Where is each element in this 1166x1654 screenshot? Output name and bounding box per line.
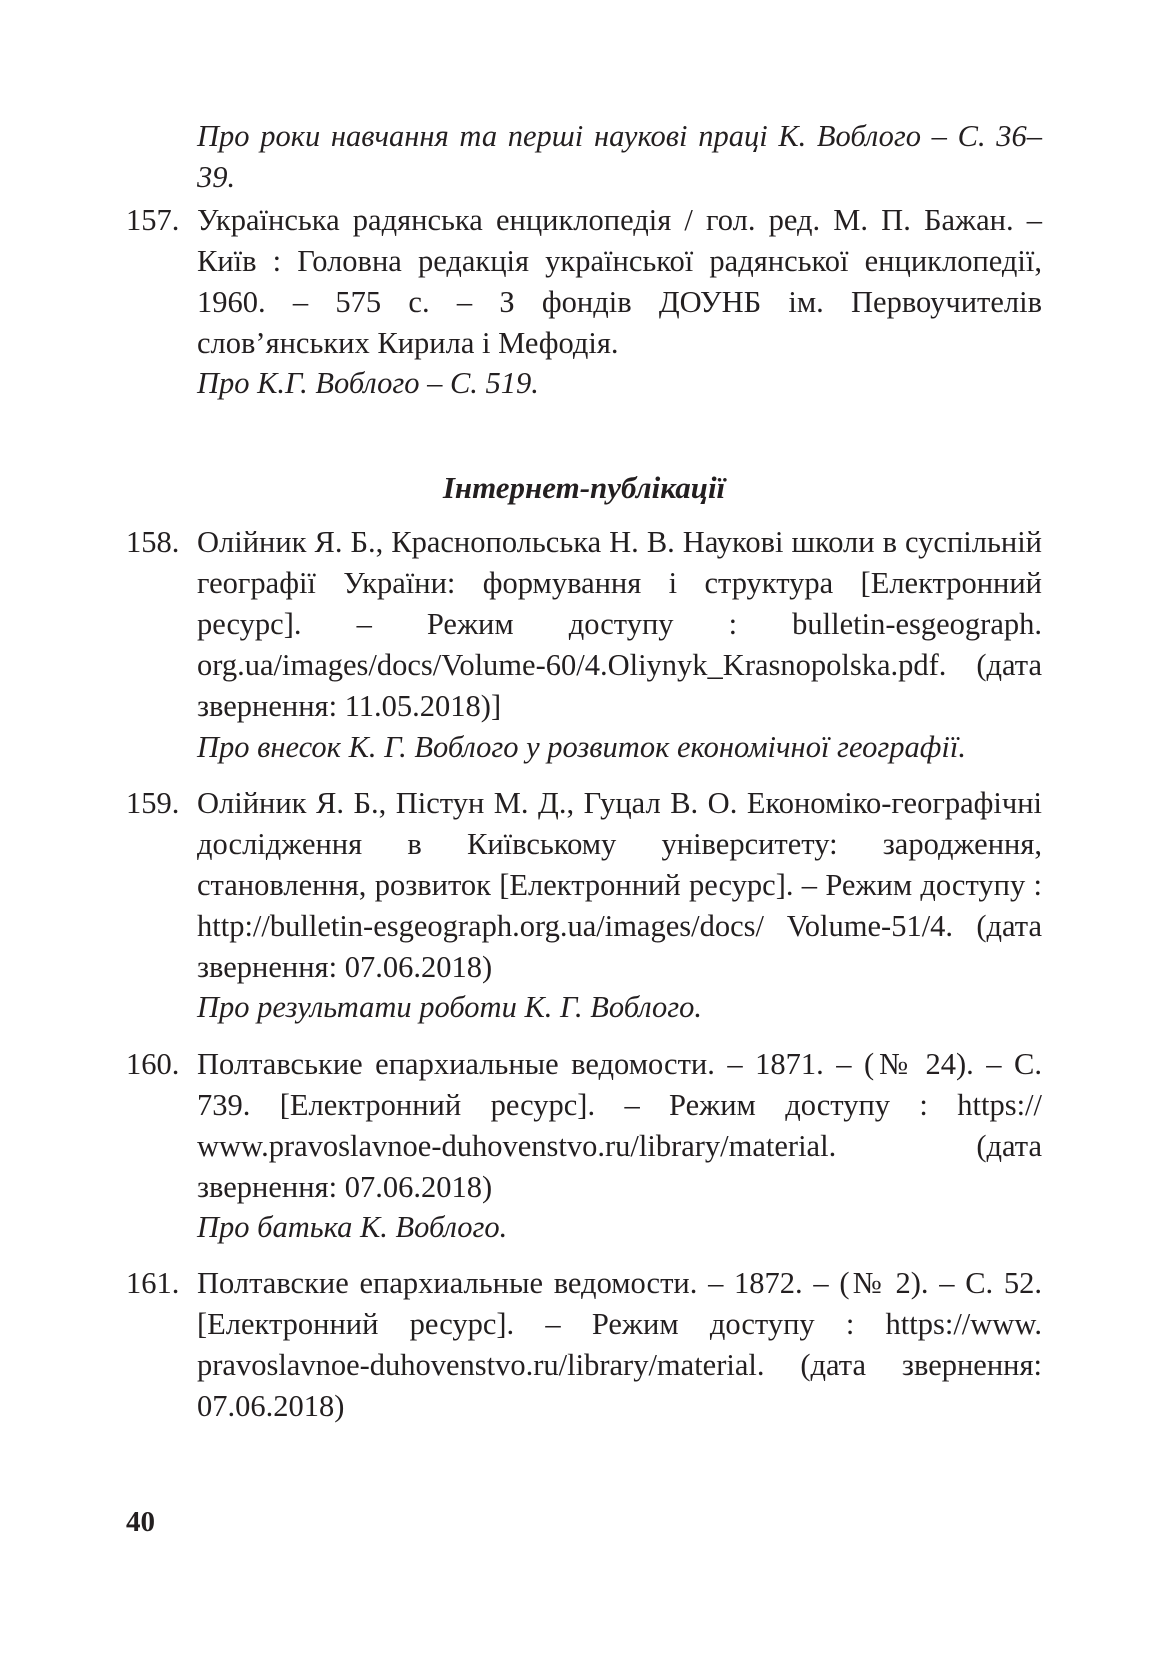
entry-note: Про внесок К. Г. Воблого у розвиток економічної географії. <box>197 730 966 764</box>
entry-note: Про батька К. Воблого. <box>197 1210 508 1244</box>
page-number: 40 <box>126 1506 155 1538</box>
section-title: Інтернет-публікації <box>442 470 726 505</box>
entry-161 <box>126 1263 1042 1427</box>
entry-number: 158. <box>126 525 180 559</box>
entry-text: Олійник Я. Б., Пістун М. Д., Гуцал В. О. Економіко-географічні дослідження в Київському університету: зародження, становлення, розвиток [Електронний ресурс]. – Режим доступу : http://bulletin-esgeograph.org.ua/images/docs/ Volume-51/4. (дата звернення: 07.06.2018) <box>197 786 1042 984</box>
entry-160 <box>126 1044 1042 1208</box>
entry-text: Полтавськие епархиальные ведомости. – 1871. – (№ 24). – С. 739. [Електронний ресурс]. – Режим доступу : https:// www.pravoslavnoe-duhovenstvo.ru/library/material. (дата звернення: 07.06.2018) <box>197 1047 1042 1204</box>
entry-number: 161. <box>126 1266 180 1300</box>
entry-158 <box>126 522 1042 727</box>
entry-note: Про результати роботи К. Г. Воблого. <box>197 990 703 1024</box>
entry-157 <box>126 200 1042 364</box>
entry-number: 160. <box>126 1047 180 1081</box>
entry-number: 159. <box>126 786 180 820</box>
entry-text: Полтавские епархиальные ведомости. – 1872. – (№ 2). – С. 52. [Електронний ресурс]. – Режим доступу : https://www. pravoslavnoe-duhovenstvo.ru/library/material. (дата звернення: 07.06.2018) <box>197 1266 1042 1423</box>
entry-number: 157. <box>126 203 180 237</box>
entry-note: Про К.Г. Воблого – С. 519. <box>197 366 539 400</box>
intro-note: Про роки навчання та перші наукові праці К. Воблого – С. 36–39. <box>197 119 1042 194</box>
entry-159 <box>126 783 1042 988</box>
entry-text: Українська радянська енциклопедія / гол. ред. М. П. Бажан. – Київ : Головна редакція української радянської енциклопедії, 1960. – 575 с. – З фондів ДОУНБ ім. Первоучителів слов’янських Кирила і Мефодія. <box>197 203 1042 360</box>
entry-text: Олійник Я. Б., Краснопольська Н. В. Наукові школи в суспільній географії України: формування і структура [Електронний ресурс]. – Режим доступу : bulletin-esgeograph. org.ua/images/docs/Volume-60/4.Oliynyk_Krasnopolska.pdf. (дата звернення: 11.05.2018)] <box>197 525 1042 723</box>
